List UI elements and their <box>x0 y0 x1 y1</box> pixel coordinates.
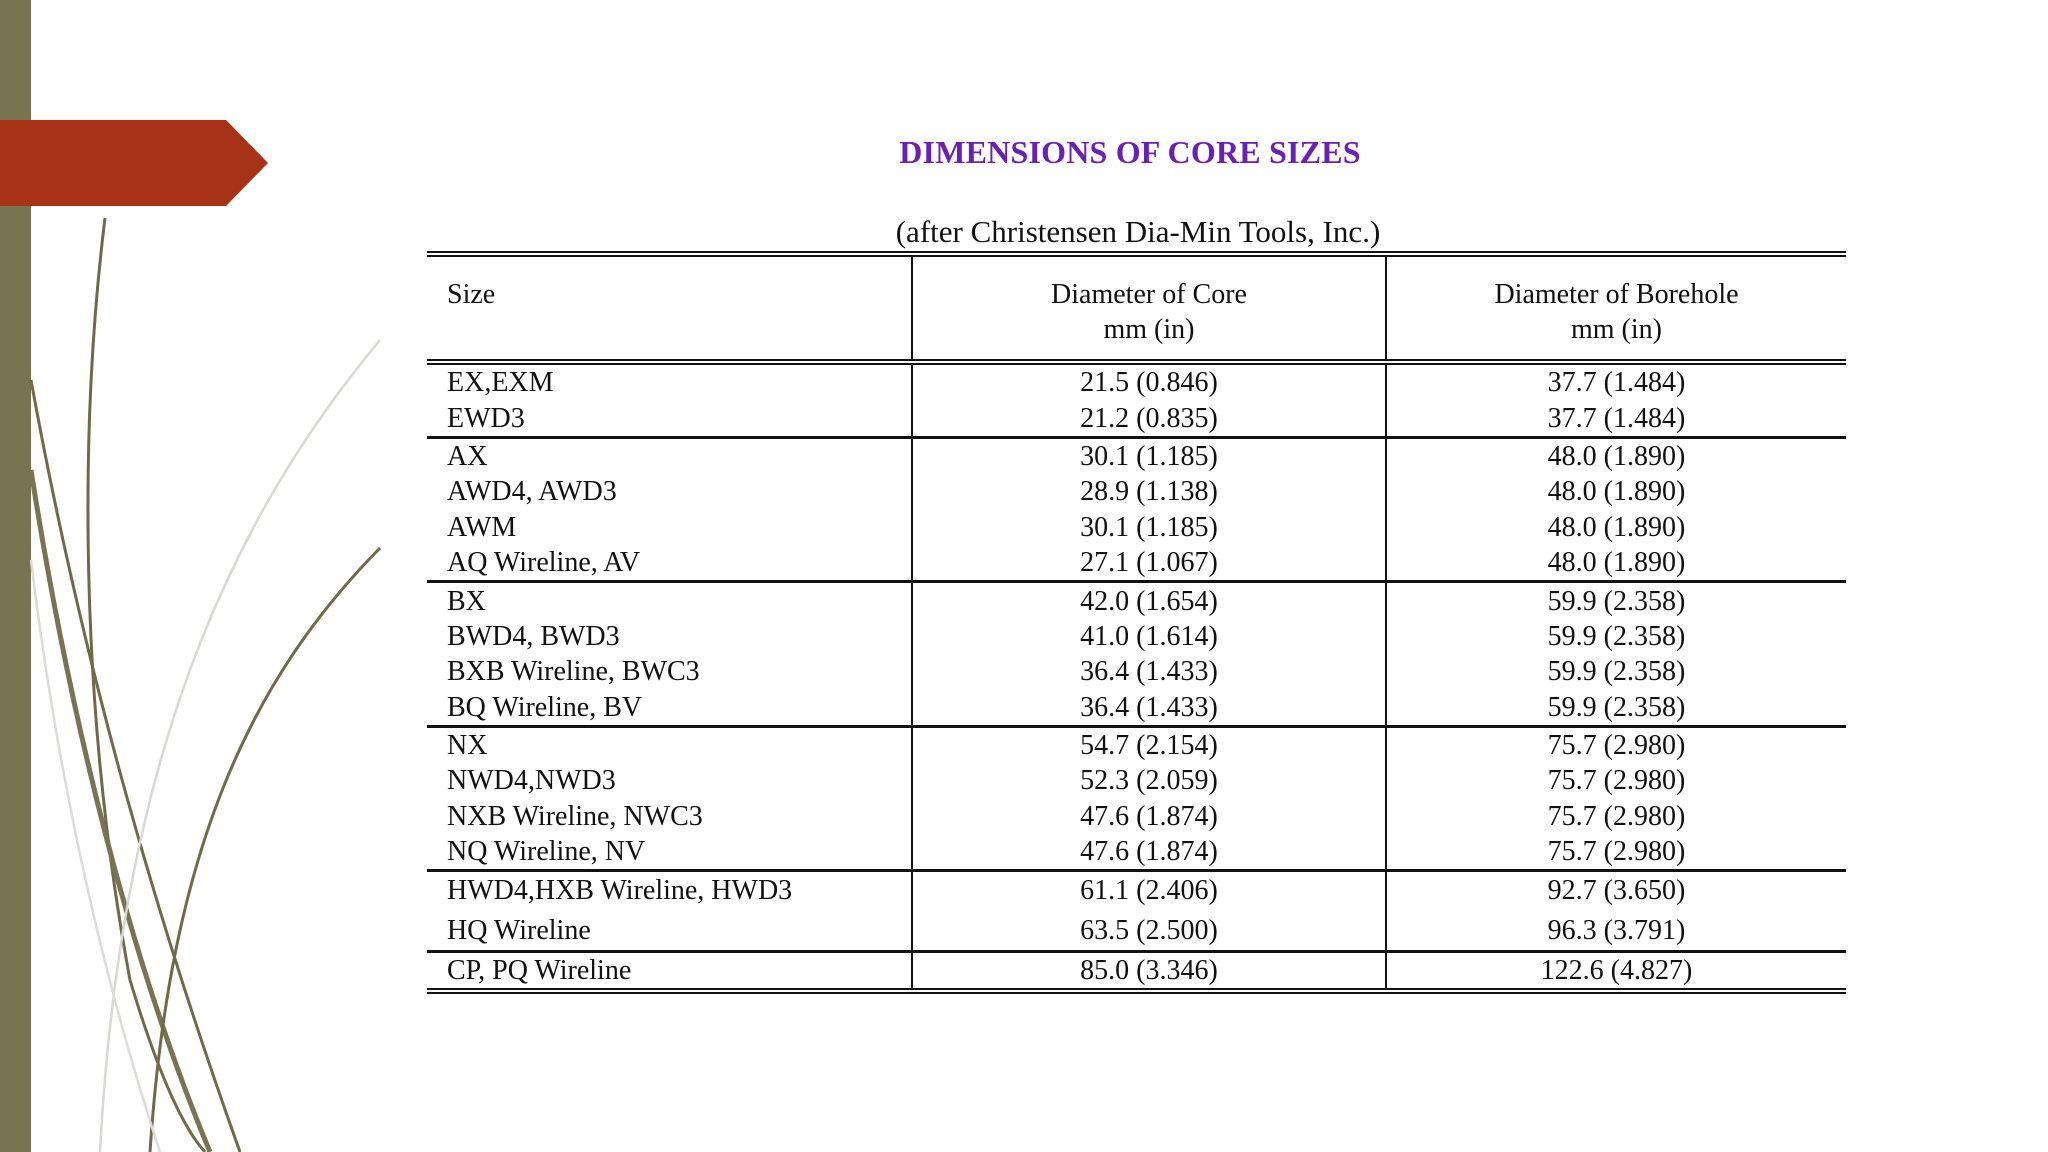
cell-borehole-diameter: 75.7 (2.980) <box>1386 726 1846 763</box>
cell-borehole-diameter: 48.0 (1.890) <box>1386 545 1846 582</box>
cell-size: BQ Wireline, BV <box>447 691 643 723</box>
cell-core-diameter: 63.5 (2.500) <box>912 908 1386 952</box>
table-row <box>427 545 1846 582</box>
cell-borehole-diameter: 75.7 (2.980) <box>1386 799 1846 834</box>
cell-core-diameter: 30.1 (1.185) <box>912 437 1386 474</box>
cell-size: BWD4, BWD3 <box>447 620 620 652</box>
cell-size: AQ Wireline, AV <box>447 547 641 579</box>
cell-core-diameter: 28.9 (1.138) <box>912 474 1386 509</box>
cell-borehole-diameter: 96.3 (3.791) <box>1386 908 1846 952</box>
table-row <box>427 799 1846 834</box>
cell-borehole-diameter: 122.6 (4.827) <box>1386 951 1846 991</box>
cell-borehole-diameter: 37.7 (1.484) <box>1386 362 1846 400</box>
cell-core-diameter: 42.0 (1.654) <box>912 582 1386 619</box>
core-sizes-table <box>427 251 1846 994</box>
table-row <box>427 871 1846 908</box>
table-body <box>427 362 1846 991</box>
table-row <box>427 619 1846 654</box>
cell-core-diameter: 52.3 (2.059) <box>912 763 1386 798</box>
header-core-unit: mm (in) <box>1103 314 1195 345</box>
cell-core-diameter: 21.5 (0.846) <box>912 362 1386 400</box>
table-row <box>427 654 1846 689</box>
cell-borehole-diameter: 48.0 (1.890) <box>1386 437 1846 474</box>
table-row <box>427 834 1846 871</box>
cell-borehole-diameter: 59.9 (2.358) <box>1386 619 1846 654</box>
cell-core-diameter: 61.1 (2.406) <box>912 871 1386 908</box>
table-row <box>427 726 1846 763</box>
cell-core-diameter: 47.6 (1.874) <box>912 799 1386 834</box>
table-row <box>427 400 1846 437</box>
cell-core-diameter: 41.0 (1.614) <box>912 619 1386 654</box>
table-row <box>427 510 1846 545</box>
table-row <box>427 951 1846 991</box>
cell-size: EWD3 <box>447 402 525 434</box>
cell-size: AX <box>447 440 488 472</box>
table-row <box>427 474 1846 509</box>
cell-size: BX <box>447 585 486 617</box>
table-row <box>427 582 1846 619</box>
table-row <box>427 690 1846 727</box>
cell-borehole-diameter: 48.0 (1.890) <box>1386 510 1846 545</box>
cell-core-diameter: 21.2 (0.835) <box>912 400 1386 437</box>
cell-core-diameter: 36.4 (1.433) <box>912 654 1386 689</box>
red-arrow-banner <box>0 120 268 206</box>
header-core-label: Diameter of Core <box>1051 279 1247 310</box>
cell-size: CP, PQ Wireline <box>447 955 632 987</box>
cell-size: EX,EXM <box>447 367 554 399</box>
cell-core-diameter: 27.1 (1.067) <box>912 545 1386 582</box>
cell-size: HQ Wireline <box>447 915 591 947</box>
table-row <box>427 437 1846 474</box>
cell-borehole-diameter: 48.0 (1.890) <box>1386 474 1846 509</box>
header-size-label: Size <box>447 279 496 310</box>
cell-core-diameter: 36.4 (1.433) <box>912 690 1386 727</box>
cell-size: AWM <box>447 511 517 543</box>
cell-size: HWD4,HXB Wireline, HWD3 <box>447 874 793 906</box>
cell-borehole-diameter: 92.7 (3.650) <box>1386 871 1846 908</box>
cell-size: NX <box>447 730 488 762</box>
table-row <box>427 763 1846 798</box>
slide-title: DIMENSIONS OF CORE SIZES <box>899 134 1361 170</box>
cell-core-diameter: 54.7 (2.154) <box>912 726 1386 763</box>
header-bore-label: Diameter of Borehole <box>1494 279 1739 310</box>
cell-size: AWD4, AWD3 <box>447 476 617 508</box>
table-header-row <box>427 254 1846 362</box>
cell-borehole-diameter: 59.9 (2.358) <box>1386 582 1846 619</box>
table-row <box>427 908 1846 952</box>
cell-borehole-diameter: 37.7 (1.484) <box>1386 400 1846 437</box>
cell-borehole-diameter: 75.7 (2.980) <box>1386 834 1846 871</box>
cell-size: NWD4,NWD3 <box>447 765 616 797</box>
cell-core-diameter: 30.1 (1.185) <box>912 510 1386 545</box>
cell-core-diameter: 85.0 (3.346) <box>912 951 1386 991</box>
header-core-diameter <box>912 254 1386 362</box>
table-row <box>427 362 1846 400</box>
cell-size: BXB Wireline, BWC3 <box>447 656 700 688</box>
cell-borehole-diameter: 75.7 (2.980) <box>1386 763 1846 798</box>
header-borehole-diameter <box>1386 254 1846 362</box>
header-size <box>427 254 912 362</box>
cell-size: NXB Wireline, NWC3 <box>447 800 703 832</box>
cell-size: NQ Wireline, NV <box>447 836 646 868</box>
cell-core-diameter: 47.6 (1.874) <box>912 834 1386 871</box>
slide-subtitle: (after Christensen Dia-Min Tools, Inc.) <box>895 214 1381 249</box>
header-bore-unit: mm (in) <box>1571 314 1662 345</box>
cell-borehole-diameter: 59.9 (2.358) <box>1386 654 1846 689</box>
cell-borehole-diameter: 59.9 (2.358) <box>1386 690 1846 727</box>
